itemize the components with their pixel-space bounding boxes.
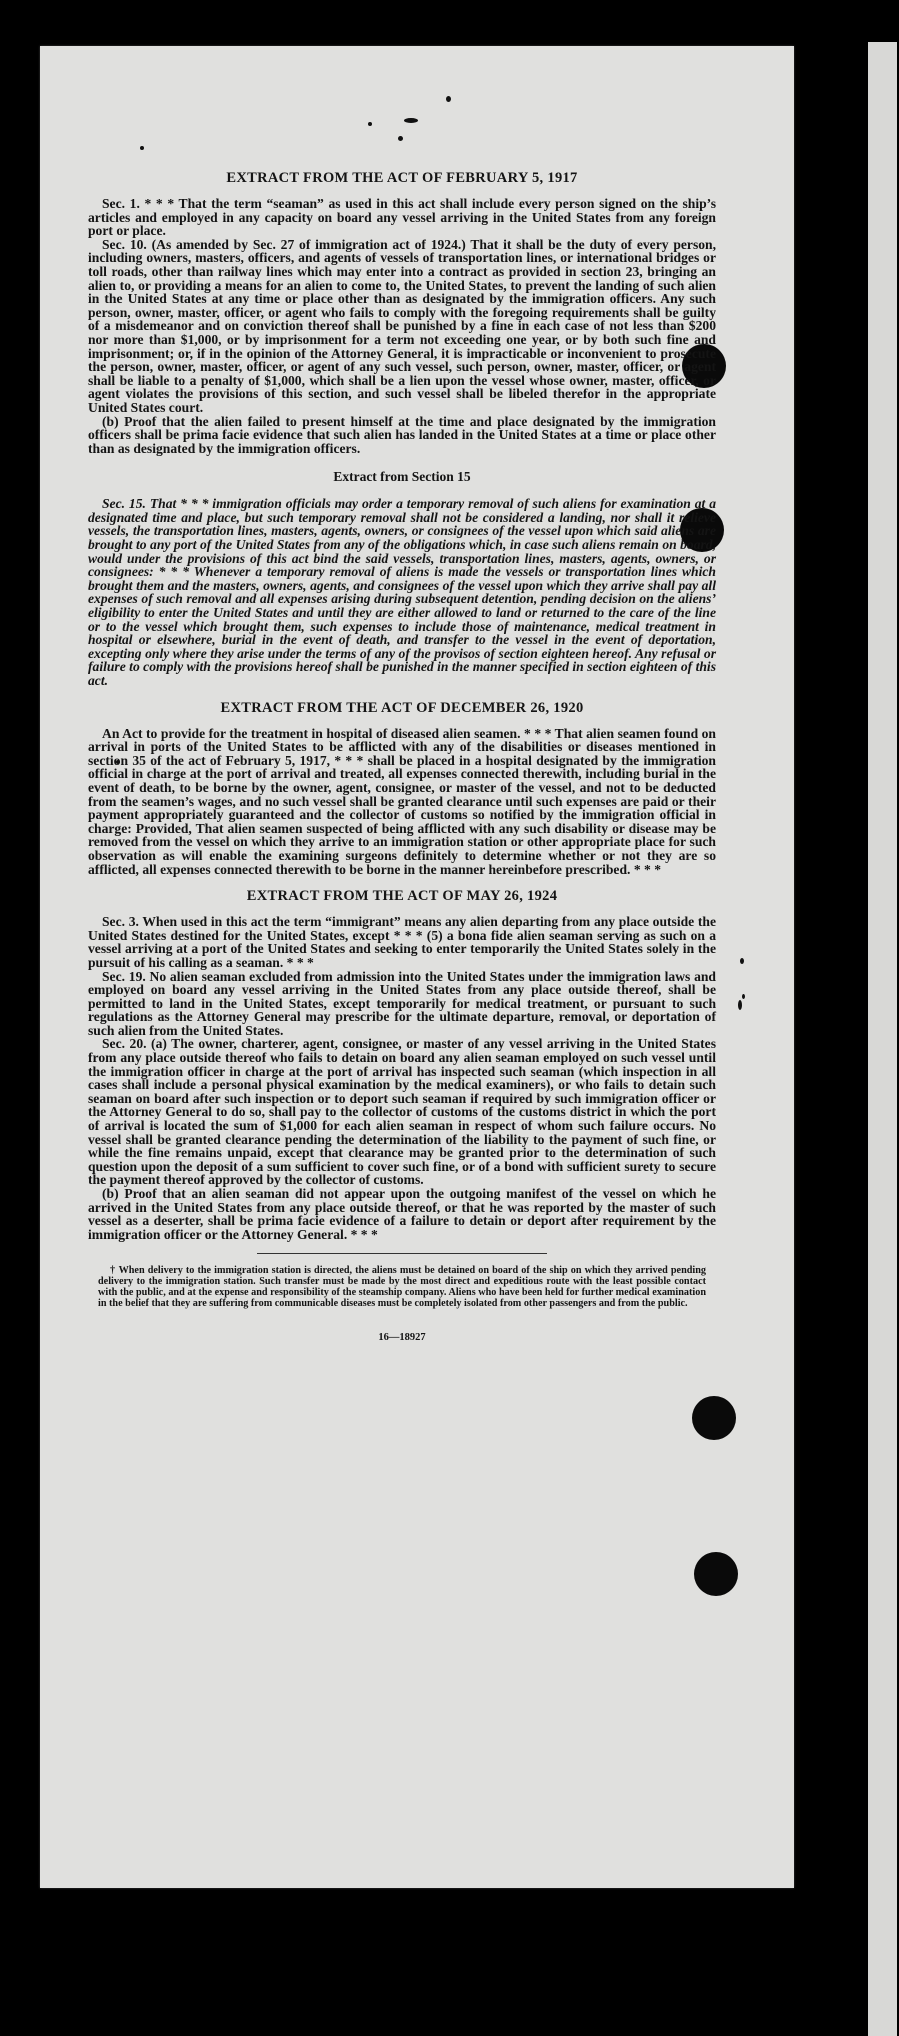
- paragraph: An Act to provide for the treatment in hospital of diseased alien seamen. * * * That alien seamen found on arrival in ports of the United States to be afflicted with any of the disabilities or diseases mentioned in section 35 of the act of February 5, 1917, * * * shall be placed in a hospital designated by the immigration official in charge at the port of arrival and treated, all expenses connected therewith, including burial in the event of death, to be borne by the owner, agent, consignee, or master of the vessel, and not to be deducted from the seamen’s wages, and no such vessel shall be granted clearance until such expenses are paid or their payment appropriately guaranteed and the collector of customs so notified by the immigration official in charge: Provided, That alien seamen suspected of being afflicted with any such disability or disease may be removed from the vessel on which they arrive to an immigration station or other appropriate place for such observation as will enable the examining surgeons definitely to determine whether or not they are so afflicted, all expenses connected therewith to be borne in the manner hereinbefore prescribed. * * *: [88, 725, 716, 877]
- section-title: EXTRACT FROM THE ACT OF FEBRUARY 5, 1917: [226, 170, 578, 186]
- speck: [740, 958, 744, 964]
- footnote-divider: [257, 1253, 547, 1254]
- page-number: 16—18927: [378, 1331, 426, 1343]
- paragraph: (b) Proof that the alien failed to present himself at the time and place designated by the immigration officers shall be prima facie evidence that such alien has landed in the United States at a time or place other than as designated by the immigration officers.: [88, 413, 716, 456]
- section-subtitle: Extract from Section 15: [333, 469, 471, 485]
- speck: [140, 146, 144, 150]
- paragraph: Sec. 3. When used in this act the term “immigrant” means any alien departing from any place outside the United States destined for the United States, except * * * (5) a bona fide alien seaman serving as such on a vessel arriving at a port of the United States and seeking to enter temporarily the United States solely in the pursuit of his calling as a seaman. * * *: [88, 914, 716, 970]
- paragraph: Sec. 1. * * * That the term “seaman” as used in this act shall include every person signed on the ship’s articles and employed in any capacity on board any vessel arriving in the United States from any foreign port or place.: [88, 196, 716, 239]
- document-content: [88, 170, 716, 1343]
- speck: [446, 96, 451, 102]
- footnote: † When delivery to the immigration station is directed, the aliens must be detained on board of the ship on which they arrived pending delivery to the immigration station. Such transfer must be made by the most direct and expeditious route with the least possible contact with the public, and at the expense and responsibility of the steamship company. Aliens who have been held for further medical examination in the belief that they are suffering from communicable diseases must be completely isolated from other passengers and from the public.: [98, 1265, 706, 1309]
- section-title: EXTRACT FROM THE ACT OF DECEMBER 26, 1920: [220, 699, 584, 716]
- speck: [742, 994, 745, 999]
- adjacent-page-edge: [868, 42, 897, 2036]
- paragraph: (b) Proof that an alien seaman did not appear upon the outgoing manifest of the vessel on which he arrived in the United States from any place outside thereof, or that he was reported by the master of such vessel as a deserter, shall be prima facie evidence of a failure to detain or deport after requirement by the immigration officer or the Attorney General. * * *: [88, 1186, 716, 1242]
- speck: [398, 136, 403, 141]
- punch-hole: [694, 1552, 738, 1596]
- speck: [368, 122, 372, 126]
- punch-hole: [692, 1396, 736, 1440]
- speck: [738, 1000, 742, 1010]
- paragraph: Sec. 15. That * * * immigration officials may order a temporary removal of such aliens for examination at a designated time and place, but such temporary removal shall not be considered a landing, nor shall it relieve vessels, the transportation lines, masters, agents, owners, or consignees of the vessel upon which said aliens are brought to any port of the United States from any of the obligations which, in case such aliens remain on board, would under the provisions of this act bind the said vessels, transportation lines, masters, agents, owners, or consignees: * * * Whenever a temporary removal of aliens is made the vessels or transportation lines which brought them and the masters, owners, agents, and consignees of the vessel upon which they arrive shall pay all expenses of such removal and all expenses arising during subsequent detention, pending decision on the aliens’ eligibility to enter the United States and until they are either allowed to land or returned to the care of the line or to the vessel which brought them, such expenses to include those of maintenance, medical treatment in hospital or elsewhere, burial in the event of death, and transfer to the vessel in the event of deportation, excepting only where they arise under the terms of any of the provisos of section eighteen hereof. Any refusal or failure to comply with the provisions hereof shall be punished in the manner specified in section eighteen of this act.: [88, 496, 716, 688]
- paragraph: Sec. 10. (As amended by Sec. 27 of immigration act of 1924.) That it shall be the duty of every person, including owners, masters, officers, and agents of vessels of transportation lines, or international bridges or toll roads, other than railway lines which may enter into a contract as provided in section 23, bringing an alien to, or providing a means for an alien to come to, the United States, to prevent the landing of such alien in the United States at any time or place other than as designated by the immigration officers. Any such person, owner, master, officer, or agent who fails to comply with the foregoing requirements shall be guilty of a misdemeanor and on conviction thereof shall be punished by a fine in each case of not less than $200 nor more than $1,000, or by imprisonment for a term not exceeding one year, or by both such fine and imprisonment; or, if in the opinion of the Attorney General, it is impracticable or inconvenient to prosecute the person, owner, master, officer, or agent of any such vessel, such person, owner, master, officer, or agent shall be liable to a penalty of $1,000, which shall be a lien upon the vessel whose owner, master, officer, or agent violates the provisions of this section, and such vessel shall be libeled therefor in the appropriate United States court.: [88, 236, 716, 415]
- speck: [404, 118, 418, 123]
- paragraph: Sec. 20. (a) The owner, charterer, agent, consignee, or master of any vessel arriving in the United States from any place outside thereof who fails to detain on board any alien seaman employed on such vessel until the immigration officer in charge at the port of arrival has inspected such seaman (which inspection in all cases shall include a personal physical examination by the medical examiners), or who fails to detain such seaman on board after such inspection or to deport such seaman if required by such immigration officer or the Attorney General to do so, shall pay to the collector of customs of the customs district in which the port of arrival is located the sum of $1,000 for each alien seaman in respect of whom such failure occurs. No vessel shall be granted clearance pending the determination of the liability to the payment of such fine, or while the fine remains unpaid, except that clearance may be granted prior to the determination of such question upon the deposit of a sum sufficient to cover such fine, or of a bond with sufficient surety to secure the payment thereof approved by the collector of customs.: [88, 1036, 716, 1188]
- section-title: EXTRACT FROM THE ACT OF MAY 26, 1924: [246, 888, 558, 905]
- paragraph: Sec. 19. No alien seaman excluded from admission into the United States under the immigration laws and employed on board any vessel arriving in the United States from any place outside thereof, shall be permitted to land in the United States, except temporarily for medical treatment, or pursuant to such regulations as the Attorney General may prescribe for the ultimate departure, removal, or deportation of such alien from the United States.: [88, 968, 716, 1038]
